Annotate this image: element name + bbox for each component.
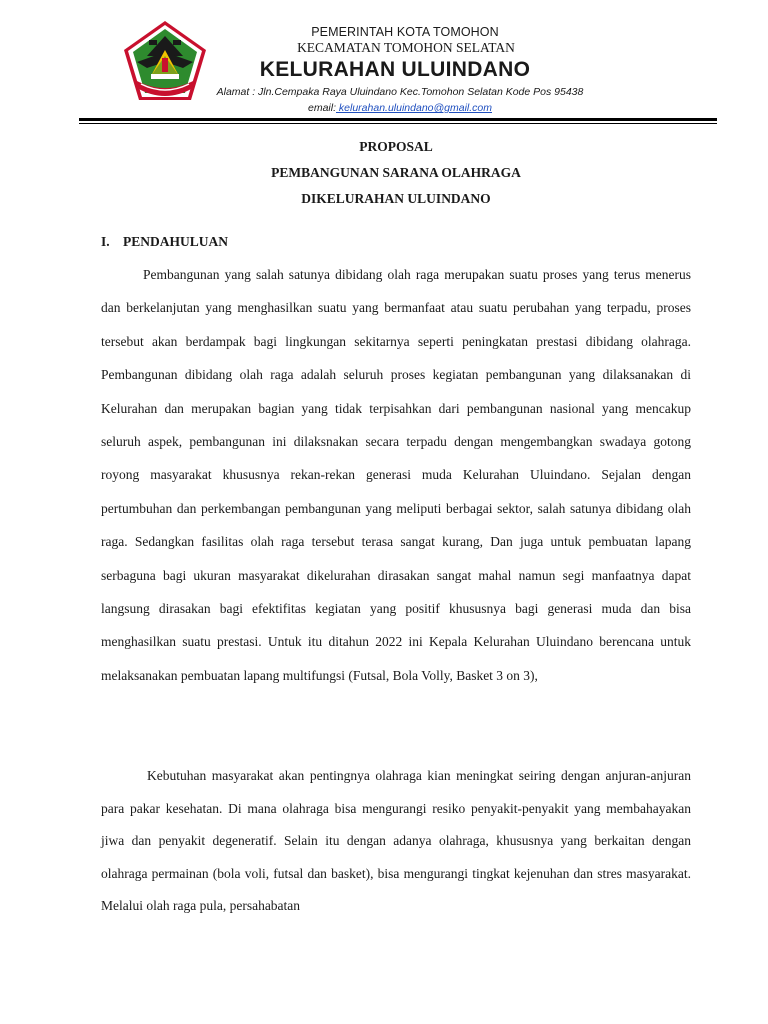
document-title: PROPOSAL [359,139,433,154]
government-name: PEMERINTAH KOTA TOMOHON [311,25,499,39]
email-label: email: [307,102,336,114]
section-title: PENDAHULUAN [123,234,229,249]
office-address: Alamat : Jln.Cempaka Raya Uluindano Kec.Tomohon Selatan Kode Pos 95438 [216,86,584,98]
section-heading [101,234,228,250]
letterhead-divider-thin [79,123,717,124]
village-name: KELURAHAN ULUINDANO [259,58,531,81]
body-paragraph: Kebutuhan masyarakat akan pentingnya olahraga kian meningkat seiring dengan anjuran-anjuran para pakar kesehatan. Di mana olahraga bisa mengurangi resiko penyakit-penyakit yang membahayakan jiwa dan penyakit degeneratif. Selain itu dengan adanya olahraga, khususnya yang berkaitan dengan olahraga permainan (bola voli, futsal dan basket), bisa mengurangi tingkat kejenuhan dan stres masyarakat. Melalui olah raga pula, persahabatan [101,768,691,914]
document-subtitle: PEMBANGUNAN SARANA OLAHRAGA [271,165,521,180]
email-line [255,102,545,114]
document-subtitle-location: DIKELURAHAN ULUINDANO [301,191,491,206]
body-paragraph: Pembangunan yang salah satunya dibidang olah raga merupakan suatu proses yang terus menerus dan berkelanjutan yang menghasilkan suatu yang bermanfaat atau suatu perubahan yang terpadu, proses tersebut akan berdampak bagi lingkungan sekitarnya seperti peningkatan prestasi dibidang olahraga. Pembangunan dibidang olah raga adalah seluruh proses kegiatan pembangunan yang dilaksanakan di Kelurahan dan merupakan bagian yang tidak terpisahkan dari pembangunan nasional yang mencakup seluruh aspek, pembangunan ini dilaksnakan secara terpadu dengan mengembangkan swadaya gotong royong masyarakat khususnya rekan-rekan generasi muda Kelurahan Uluindano. Sejalan dengan pertumbuhan dan perkembangan pembangunan yang meliputi berbagai sektor, salah satunya dibidang olah raga. Sedangkan fasilitas olah raga tersebut terasa sangat kurang, Dan juga untuk pembuatan lapang serbaguna bagi ukuran masyarakat dikelurahan dirasakan sangat mahal namun segi manfaatnya dapat langsung dirasakan bagi efektifitas kegiatan yang positif khususnya bagi generasi muda dan bisa menghasilkan suatu prestasi. Untuk itu ditahun 2022 ini Kepala Kelurahan Uluindano berencana untuk melaksanakan pembuatan lapang multifungsi (Futsal, Bola Volly, Basket 3 on 3), [101,267,691,683]
letterhead [0,0,768,125]
section-number: I. [101,234,110,249]
letterhead-divider-thick [79,118,717,121]
document-title-block [100,134,692,212]
email-link[interactable]: kelurahan.uluindano@gmail.com [336,102,492,114]
district-name: KECAMATAN TOMOHON SELATAN [297,40,515,55]
